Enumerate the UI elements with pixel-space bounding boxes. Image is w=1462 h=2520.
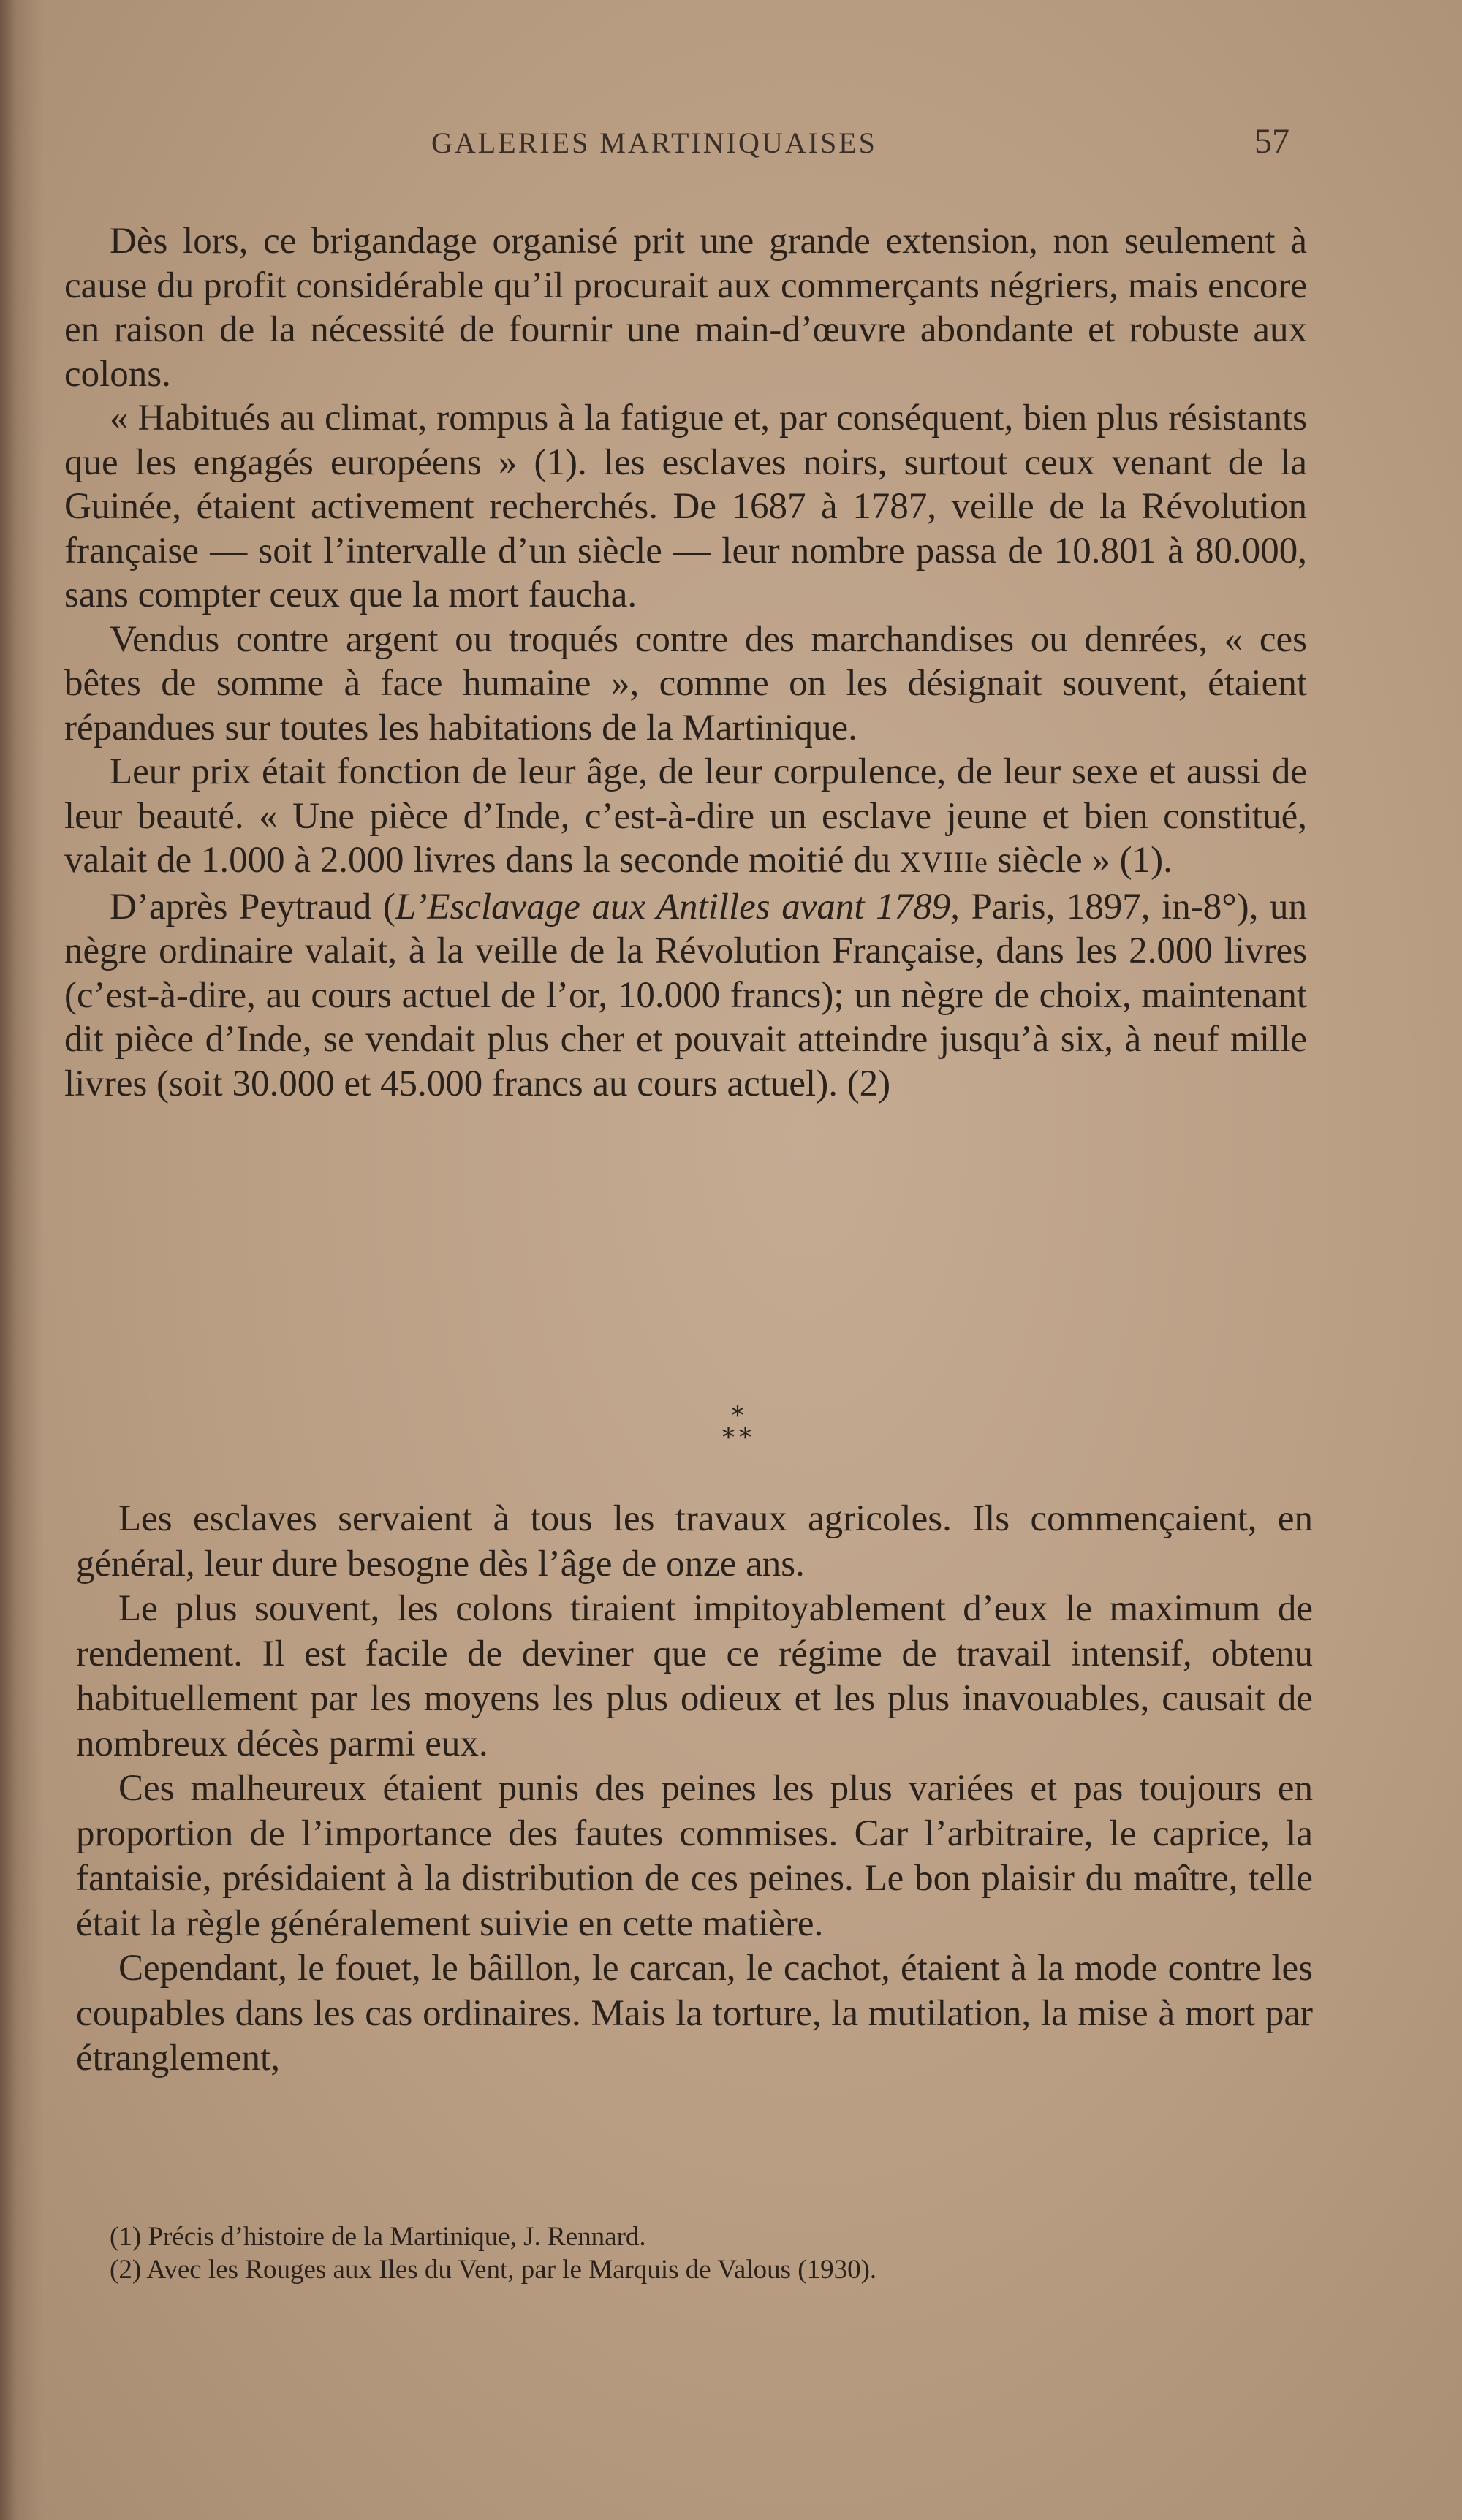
paragraph: Dès lors, ce brigandage organisé prit une grande extension, non seulement à cause du profit considérable qu’il procurait aux commerçants négriers, mais encore en raison de la nécessité de fournir une main-d’œuvre abondante et robuste aux colons. [64,221,1307,395]
page-binding-shadow [0,0,44,2520]
paragraph-text: Leur prix était fonction de leur âge, de leur corpulence, de leur sexe et aussi de leur beauté. « Une pièce d’Inde, c’est-à-dire un esclave jeune et bien constitué, valait de 1.000 à 2.000 livres dans la seconde moitié du [64,751,1307,881]
paragraph: Les esclaves servaient à tous les travaux agricoles. Ils commençaient, en général, leur dure besogne dès l’âge de onze ans. [76,1498,1313,1585]
book-title: L’Esclavage aux Antilles avant 1789, [395,886,960,927]
main-text-continued [76,1497,1313,2081]
paragraph: Vendus contre argent ou troqués contre des marchandises ou denrées, « ces bêtes de somme à face humaine », comme on les désignait souvent, étaient répandues sur toutes les habitations de la Martinique. [64,618,1307,748]
page-number: 57 [1254,122,1289,161]
footnote: (1) Précis d’histoire de la Martinique, J. Rennard. [110,2222,646,2252]
paragraph: Cependant, le fouet, le bâillon, le carcan, le cachot, étaient à la mode contre les coupables dans les cas ordinaires. Mais la torture, la mutilation, la mise à mort par étranglement, [76,1948,1313,2079]
paragraph: « Habitués au climat, rompus à la fatigue et, par conséquent, bien plus résistants que les engagés européens » (1). les esclaves noirs, surtout ceux venant de la Guinée, étaient activement recherchés. De 1687 à 1787, veille de la Révolution française — soit l’intervalle d’un siècle — leur nombre passa de 10.801 à 80.000, sans compter ceux que la mort faucha. [64,398,1307,615]
asterism-bottom: ** [722,1423,756,1452]
main-text [64,219,1307,1106]
asterism-top: * [731,1401,744,1430]
century-numeral: XVIIIe [899,846,988,878]
footnote: (2) Avec les Rouges aux Iles du Vent, par le Marquis de Valous (1930). [110,2255,877,2285]
paragraph: Le plus souvent, les colons tiraient impitoyablement d’eux le maximum de rendement. Il est facile de deviner que ce régime de travail intensif, obtenu habituellement par les moyens les plus odieux et les plus inavouables, causait de nombreux décès parmi eux. [76,1588,1313,1764]
paragraph-text: Paris, 1897, in-8°), un nègre ordinaire valait, à la veille de la Révolution Française, dans les 2.000 livres (c’est-à-dire, au cours actuel de l’or, 10.000 francs); un nègre de choix, maintenant dit pièce d’Inde, se vendait plus cher et pouvait atteindre jusqu’à six, à neuf mille livres (soit 30.000 et 45.000 francs au cours actuel). (2) [64,886,1307,1104]
paragraph-text: siècle » (1). [988,840,1173,881]
running-head [0,122,1462,170]
paragraph: Ces malheureux étaient punis des peines les plus variées et pas toujours en proportion de l’importance des fautes commises. Car l’arbitraire, le caprice, la fantaisie, présidaient à la distribution de ces peines. Le bon plaisir du maître, telle était la règle généralement suivie en cette matière. [76,1768,1313,1944]
paragraph-text: D’après Peytraud ( [110,886,395,927]
section-separator [0,1401,1462,1452]
paragraph [64,885,1307,1107]
paragraph [64,750,1307,885]
running-title: GALERIES MARTINIQUAISES [431,126,877,159]
footnotes [110,2220,1352,2286]
